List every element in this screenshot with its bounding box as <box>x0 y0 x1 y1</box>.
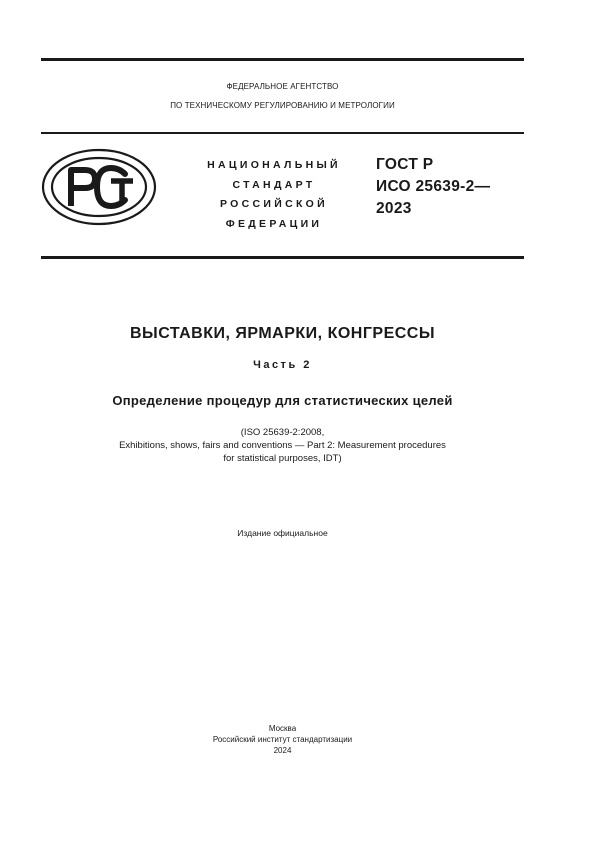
masthead-top-rule <box>41 132 524 134</box>
standard-type-line-1: НАЦИОНАЛЬНЫЙ <box>207 159 341 171</box>
imprint-publisher: Российский институт стандартизации <box>212 735 353 744</box>
agency-line-1: ФЕДЕРАЛЬНОЕ АГЕНТСТВО <box>226 82 339 91</box>
document-subtitle: Определение процедур для статистических целей <box>112 393 453 408</box>
standard-type-line-3: РОССИЙСКОЙ <box>220 198 328 210</box>
imprint-city: Москва <box>268 724 297 733</box>
top-rule <box>41 58 524 61</box>
masthead-bottom-rule <box>41 256 524 259</box>
standard-type <box>190 156 358 234</box>
official-edition: Издание официальное <box>237 528 328 538</box>
rst-certification-logo-icon <box>41 148 157 226</box>
document-title: ВЫСТАВКИ, ЯРМАРКИ, КОНГРЕССЫ <box>129 325 436 342</box>
imprint-year: 2024 <box>273 746 292 755</box>
standard-code-line-3: 2023 <box>376 200 412 217</box>
standard-code-line-2: ИСО 25639-2— <box>376 178 491 195</box>
part-number: Часть 2 <box>253 359 312 371</box>
agency-line-2: ПО ТЕХНИЧЕСКОМУ РЕГУЛИРОВАНИЮ И МЕТРОЛОГИИ <box>170 101 395 110</box>
iso-reference-line-3: for statistical purposes, IDT) <box>223 453 342 464</box>
iso-reference <box>41 426 524 465</box>
standard-code <box>376 154 490 220</box>
iso-reference-line-2: Exhibitions, shows, fairs and conventions — Part 2: Measurement procedures <box>119 440 446 451</box>
standard-type-line-2: СТАНДАРТ <box>232 178 316 191</box>
imprint <box>41 723 524 756</box>
standard-type-line-4: ФЕДЕРАЦИИ <box>225 217 323 230</box>
iso-reference-line-1: (ISO 25639-2:2008, <box>240 427 325 438</box>
standard-code-line-1: ГОСТ Р <box>376 156 434 173</box>
